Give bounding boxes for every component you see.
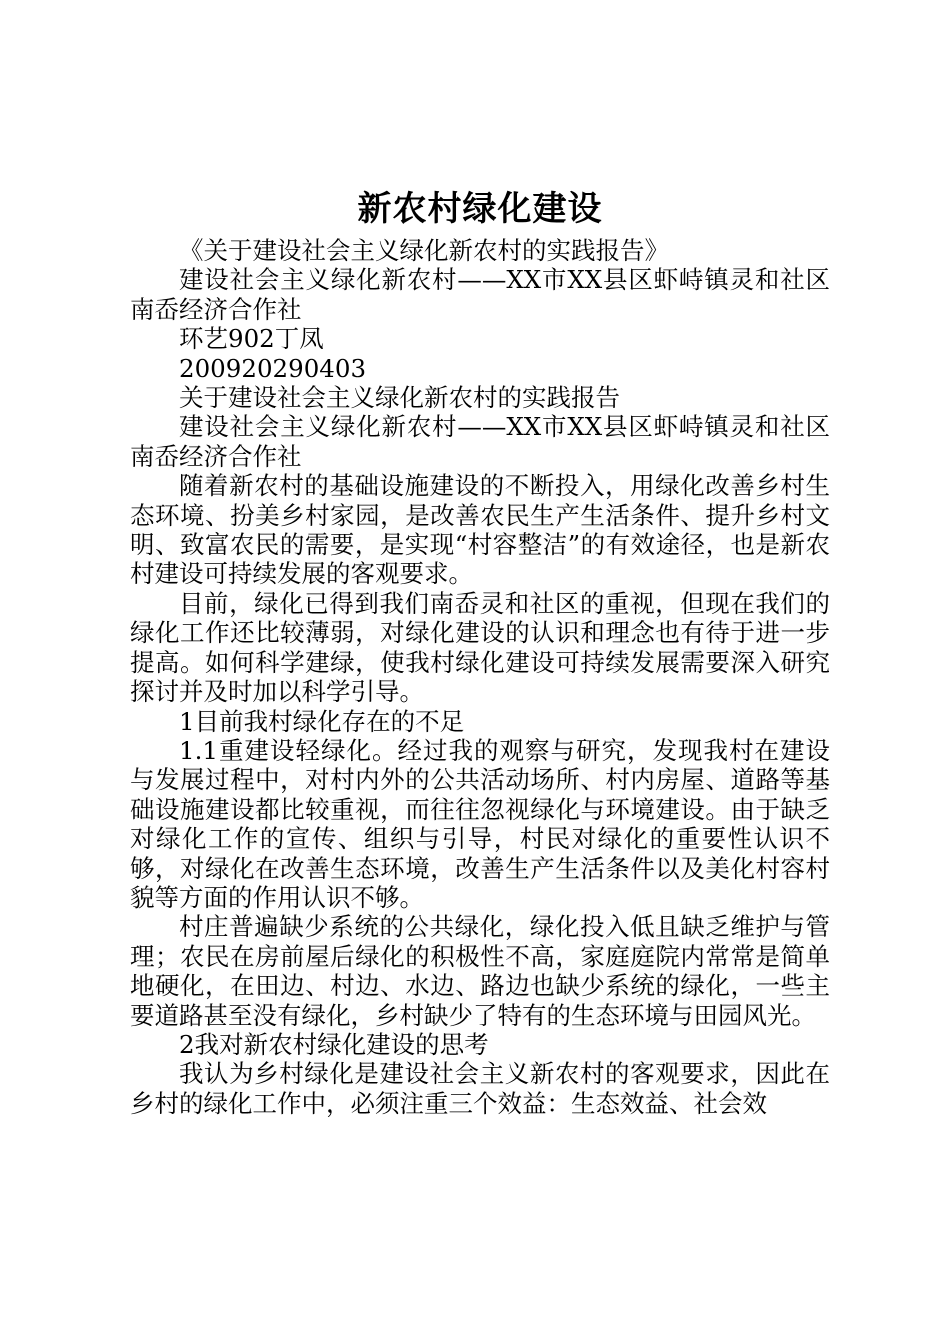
document-page xyxy=(130,186,830,1118)
paragraph-current-status: 目前，绿化已得到我们南岙灵和社区的重视，但现在我们的绿化工作还比较薄弱，对绿化建设的认识和理念也有待于进一步提高。如何科学建绿，使我村绿化建设可持续发展需要深入研究探讨并及时加以科学引导。 xyxy=(130,588,830,707)
paragraph-report-title: 《关于建设社会主义绿化新农村的实践报告》 xyxy=(179,236,669,265)
paragraph-section-1-2: 村庄普遍缺少系统的公共绿化，绿化投入低且缺乏维护与管理；农民在房前屋后绿化的积极性不高，家庭庭院内常常是简单地硬化，在田边、村边、水边、路边也缺少系统的绿化，一些主要道路甚至没有绿化，乡村缺少了特有的生态环境与田园风光。 xyxy=(130,912,830,1030)
paragraph-author: 环艺902丁凤 xyxy=(179,324,324,354)
paragraph-subtitle: 建设社会主义绿化新农村——XX市XX县区虾峙镇灵和社区南岙经济合作社 xyxy=(130,265,830,324)
section-heading-1: 1目前我村绿化存在的不足 xyxy=(179,706,465,736)
section-heading-2: 2我对新农村绿化建设的思考 xyxy=(179,1029,489,1059)
paragraph-report-title-repeat: 关于建设社会主义绿化新农村的实践报告 xyxy=(179,383,620,413)
paragraph-section-2: 我认为乡村绿化是建设社会主义新农村的客观要求，因此在乡村的绿化工作中，必须注重三个效益：生态效益、社会效 xyxy=(130,1059,830,1118)
paragraph-intro: 随着新农村的基础设施建设的不断投入，用绿化改善乡村生态环境、扮美乡村家园，是改善农民生产生活条件、提升乡村文明、致富农民的需要，是实现“村容整洁”的有效途径，也是新农村建设可持续发展的客观要求。 xyxy=(130,471,830,589)
paragraph-subtitle-repeat: 建设社会主义绿化新农村——XX市XX县区虾峙镇灵和社区南岙经济合作社 xyxy=(130,412,830,471)
document-title: 新农村绿化建设 xyxy=(357,189,603,229)
paragraph-section-1-1: 1.1重建设轻绿化。经过我的观察与研究，发现我村在建设与发展过程中，对村内外的公共活动场所、村内房屋、道路等基础设施建设都比较重视，而往往忽视绿化与环境建设。由于缺乏对绿化工作的宣传、组织与引导，村民对绿化的重要性认识不够，对绿化在改善生态环境，改善生产生活条件以及美化村容村貌等方面的作用认识不够。 xyxy=(130,735,830,912)
paragraph-student-id: 200920290403 xyxy=(179,353,367,383)
